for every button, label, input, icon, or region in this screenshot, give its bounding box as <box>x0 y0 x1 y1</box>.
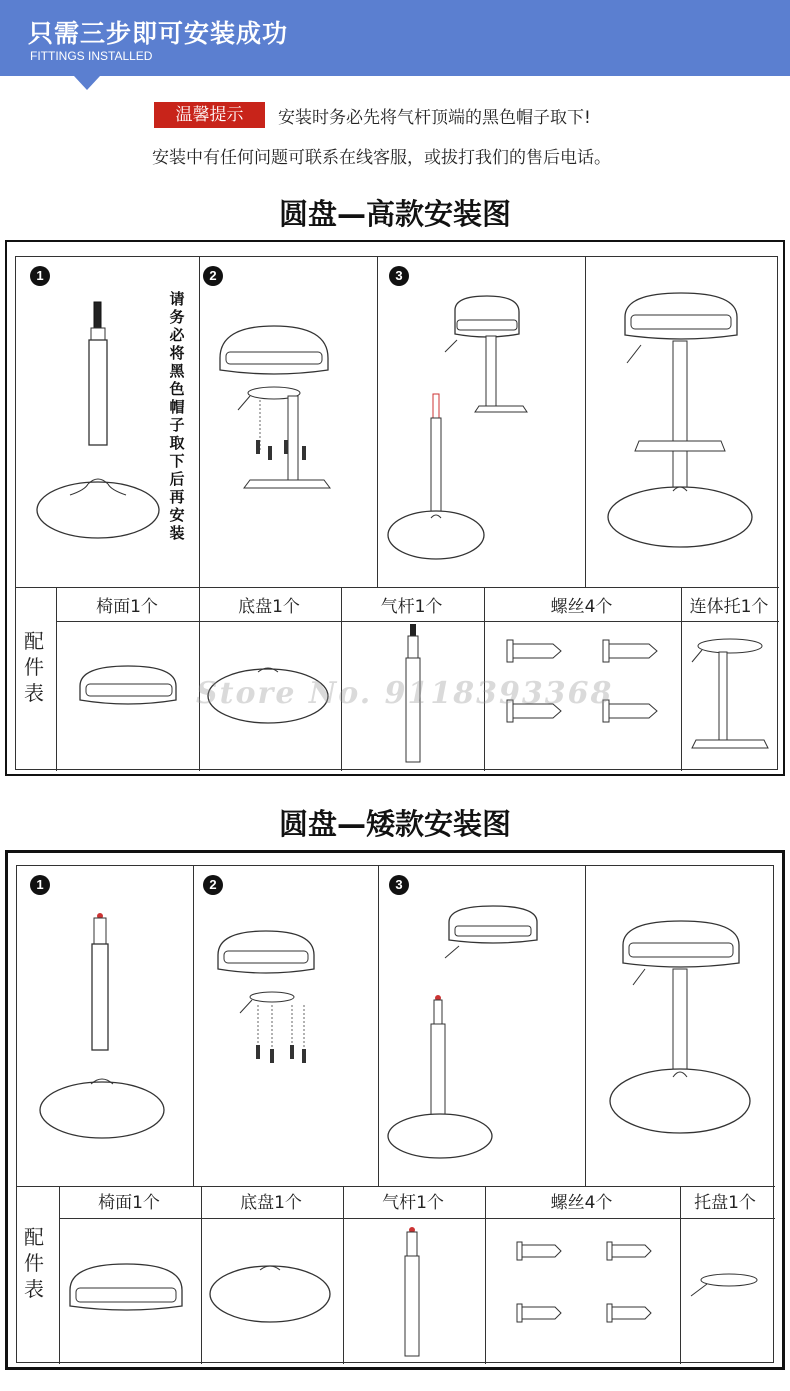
notice-line-1: 安装时务必先将气杆顶端的黑色帽子取下! <box>278 108 591 128</box>
high-step-3-badge: 3 <box>389 266 409 286</box>
high-part-bracket-image <box>688 636 773 756</box>
header-banner <box>0 0 790 76</box>
high-part-bracket-label: 连体托1个 <box>689 597 769 617</box>
low-part-screws-image <box>515 1238 660 1333</box>
high-part-gaslift-label: 气杆1个 <box>380 597 443 617</box>
low-part-seat-label: 椅面1个 <box>98 1193 160 1213</box>
notice-badge: 温馨提示 <box>154 102 265 128</box>
low-parts-label: 配件表 <box>24 1225 44 1301</box>
low-part-base-image <box>206 1258 336 1328</box>
high-part-screws-label: 螺丝4个 <box>550 597 613 617</box>
high-vertical-note: 请务必将黑色帽子取下后再安装 <box>169 290 185 542</box>
low-part-seat-image <box>64 1260 194 1322</box>
low-step-3-illustration <box>385 900 565 1170</box>
high-step-1-badge: 1 <box>30 266 50 286</box>
low-step-3-badge: 3 <box>389 875 409 895</box>
high-part-seat-label: 椅面1个 <box>96 597 158 617</box>
header-subtitle: FITTINGS INSTALLED <box>30 49 153 63</box>
low-part-tray-label: 托盘1个 <box>694 1193 756 1213</box>
low-step-2-illustration <box>212 925 342 1075</box>
notice-line-2: 安装中有任何问题可联系在线客服，或拔打我们的售后电话。 <box>152 148 611 168</box>
high-step-2-illustration <box>210 320 340 500</box>
low-part-tray-image <box>685 1268 765 1308</box>
low-part-base-label: 底盘1个 <box>240 1193 302 1213</box>
low-step-1-badge: 1 <box>30 875 50 895</box>
low-step-1-illustration <box>35 910 175 1150</box>
header-title: 只需三步即可安装成功 <box>28 19 289 48</box>
high-final-illustration <box>605 285 765 565</box>
high-step-2-badge: 2 <box>203 266 223 286</box>
low-part-screws-label: 螺丝4个 <box>550 1193 613 1213</box>
high-step-1-illustration <box>30 290 170 550</box>
low-part-gaslift-image <box>400 1226 430 1361</box>
high-part-seat-image <box>72 660 187 720</box>
high-part-base-label: 底盘1个 <box>238 597 300 617</box>
low-step-2-badge: 2 <box>203 875 223 895</box>
low-section-title: 圆盘—矮款安装图 <box>278 807 511 841</box>
low-final-illustration <box>605 915 770 1145</box>
high-section-title: 圆盘—高款安装图 <box>278 197 511 231</box>
high-step-3-illustration <box>385 290 565 570</box>
banner-pointer <box>74 76 100 90</box>
store-watermark: Store No. 9118393368 <box>196 676 614 711</box>
high-parts-label: 配件表 <box>24 629 44 705</box>
low-part-gaslift-label: 气杆1个 <box>382 1193 444 1213</box>
